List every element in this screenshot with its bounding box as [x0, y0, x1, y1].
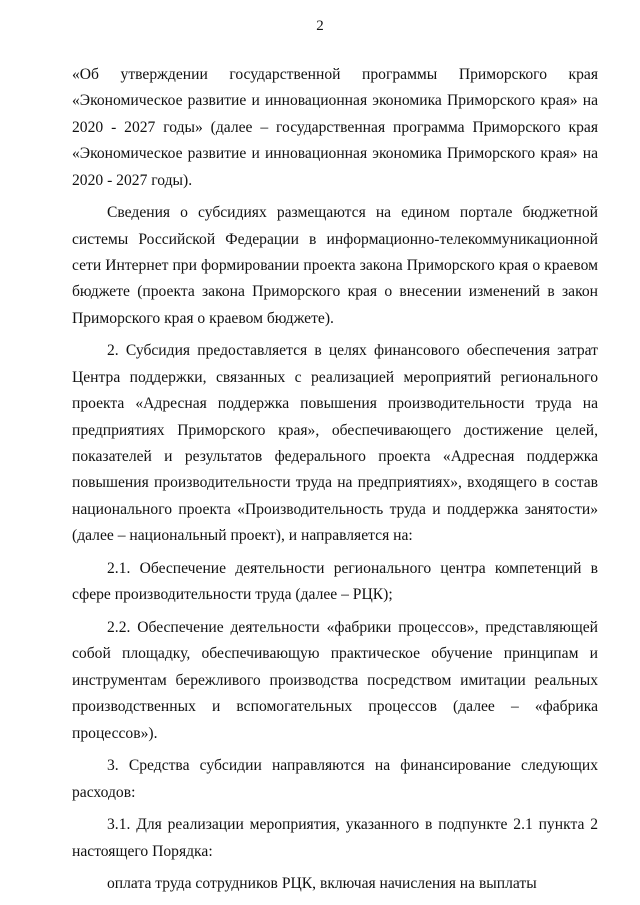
- paragraph-subsidy-info: Сведения о субсидиях размещаются на едином портале бюджетной системы Российской Федерации в информационно-телекоммуникационной сети Интернет при формировании проекта закона Приморского края о краевом бюджете (проекта закона Приморского края о внесении изменений в закон Приморского края о краевом бюджете).: [72, 204, 598, 327]
- paragraph-item-3: 3. Средства субсидии направляются на финансирование следующих расходов:: [72, 757, 598, 801]
- paragraph-item-2: 2. Субсидия предоставляется в целях финансового обеспечения затрат Центра поддержки, связанных с реализацией мероприятий регионального проекта «Адресная поддержка повышения производительности труда на предприятиях Приморского края», обеспечивающего достижение целей, показателей и результатов федерального проекта «Адресная поддержка повышения производительности труда на предприятиях», входящего в состав национального проекта «Производительность труда и поддержка занятости» (далее – национальный проект), и направляется на:: [72, 342, 598, 545]
- paragraph-item-2-2: 2.2. Обеспечение деятельности «фабрики процессов», представляющей собой площадку, обеспечивающую практическое обучение принципам и инструментам бережливого производства посредством имитации реальных производственных и вспомогательных процессов (далее – «фабрика процессов»).: [72, 618, 598, 742]
- paragraph-program-title: «Об утверждении государственной программы Приморского края «Экономическое развитие и инновационная экономика Приморского края» на 2020 - 2027 годы» (далее – государственная программа Приморского края «Экономическое развитие и инновационная экономика Приморского края» на 2020 - 2027 годы).: [72, 66, 598, 189]
- paragraph-salary: оплата труда сотрудников РЦК, включая начисления на выплаты: [107, 875, 537, 893]
- paragraph-item-3-1: 3.1. Для реализации мероприятия, указанного в подпункте 2.1 пункта 2 настоящего Порядка:: [72, 816, 598, 860]
- paragraph-item-2-1: 2.1. Обеспечение деятельности регионального центра компетенций в сфере производительности труда (далее – РЦК);: [72, 559, 598, 604]
- document-body: [72, 62, 598, 904]
- page-number: 2: [316, 18, 324, 34]
